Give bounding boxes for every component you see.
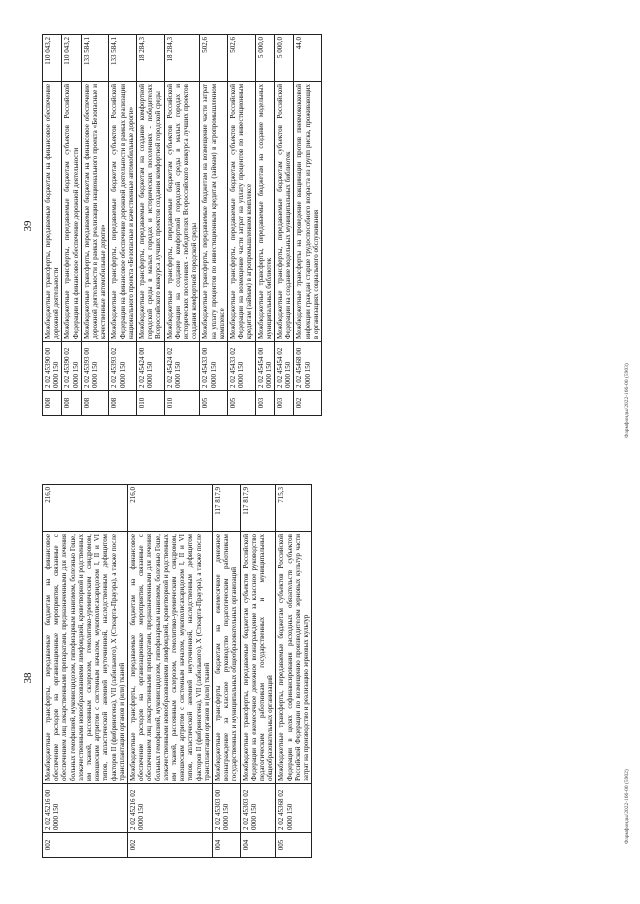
amount-cell: 216,0 [43,485,128,532]
description-cell: Межбюджетные трансферты, передаваемые бюджетам на создание модельных муниципальных библиотек [255,82,274,342]
amount-cell: 110 043,2 [62,35,81,82]
revenue-table [42,34,322,416]
admin-code-cell: 004 [213,833,241,858]
budget-code-cell: 2 02 45216 00 0000 150 [43,784,128,833]
table-row [240,485,276,858]
table-row [255,35,274,416]
description-cell: Межбюджетные трансферты, передаваемые бюджетам субъектов Российской Федерации на финансовое обеспечение дорожной деятельности в рамках реализации национального проекта «Безопасные и качественные автомобильные дороги» [109,82,137,342]
budget-code-cell: 2 02 45433 00 0000 150 [200,342,228,391]
table-row [275,35,294,416]
table-row [164,35,200,416]
amount-cell: 502,6 [228,35,256,82]
budget-code-cell: 2 02 45433 02 0000 150 [228,342,256,391]
amount-cell: 5 000,0 [275,35,294,82]
amount-cell: 110 043,2 [43,35,62,82]
amount-cell: 216,0 [128,485,213,532]
description-cell: Межбюджетные трансферты, передаваемые бюджетам субъектов Российской Федерации в целях софинансирования расходных обязательств субъектов Российской Федерации по возмещению производителям зерновых культур части затрат на производство и реализацию зерновых культур [276,532,312,784]
table-row [137,35,165,416]
footer-text: Фармфонды/2022-166-00 (5902) [624,769,630,844]
description-cell: Межбюджетные трансферты, передаваемые бюджетам субъектов Российской Федерации на финансовое обеспечение дорожной деятельности [62,82,81,342]
admin-code-cell: 002 [43,833,128,858]
page-38 [0,452,640,904]
budget-code-cell: 2 02 45303 02 0000 150 [240,784,276,833]
table-row [43,485,128,858]
budget-code-cell: 2 02 45393 00 0000 150 [81,342,109,391]
description-cell: Межбюджетные трансферты, передаваемые бюджетам на финансовое обеспечение дорожной деятельности в рамках реализации национального проекта «Безопасные и качественные автомобильные дороги» [81,82,109,342]
budget-code-cell: 2 02 45424 00 0000 150 [137,342,165,391]
amount-cell: 18 284,3 [164,35,200,82]
admin-code-cell: 002 [294,391,322,416]
description-cell: Межбюджетные трансферты, передаваемые бюджетам на возмещение части затрат на уплату процентов по инвестиционным кредитам (займам) в агропромышленном комплексе [200,82,228,342]
budget-code-cell: 2 02 45390 00 0000 150 [43,342,62,391]
budget-code-cell: 2 02 45303 00 0000 150 [213,784,241,833]
description-cell: Межбюджетные трансферты, передаваемые бюджетам на создание комфортной городской среды в малых городах и исторических поселениях - победителях Всероссийского конкурса лучших проектов создания комфортной городской среды [137,82,165,342]
description-cell: Межбюджетные трансферты, передаваемые бюджетам субъектов Российской Федерации на возмещение части затрат на уплату процентов по инвестиционным кредитам (займам) в агропромышленном комплексе [228,82,256,342]
admin-code-cell: 010 [137,391,165,416]
table-row [276,485,312,858]
budget-code-cell: 2 02 45424 02 0000 150 [164,342,200,391]
description-cell: Межбюджетные трансферты, передаваемые бюджетам на финансовое обеспечение расходов на организационные мероприятия, связанные с обеспечением лиц лекарственными препаратами, предназначенными для лечения больных гемофилией, муковисцидозом, гипофизарным нанизмом, болезнью Гоше, злокачественными новообразованиями лимфоидной, кроветворной и родственных им тканей, рассеянным склерозом, гемолитико-уремическим синдромом, юношеским артритом с системным началом, мукополисахаридозом I, II и VI типов, апластической анемией неуточненной, наследственным дефицитом факторов II (фибриногена), VII (лабильного), X (Стюарта-Прауэра), а также после трансплантации органов и (или) тканей [128,532,213,784]
admin-code-cell: 004 [240,833,276,858]
admin-code-cell: 003 [255,391,274,416]
admin-code-cell: 008 [109,391,137,416]
admin-code-cell: 008 [43,391,62,416]
table-row [109,35,137,416]
table-row [81,35,109,416]
table-row [213,485,241,858]
admin-code-cell: 008 [62,391,81,416]
description-cell: Межбюджетные трансферты, передаваемые бюджетам на финансовое обеспечение расходов на организационные мероприятия, связанные с обеспечением лиц лекарственными препаратами, предназначенными для лечения больных гемофилией, муковисцидозом, гипофизарным нанизмом, болезнью Гоше, злокачественными новообразованиями лимфоидной, кроветворной и родственных им тканей, рассеянным склерозом, гемолитико-уремическим синдромом, юношеским артритом с системным началом, мукополисахаридозом I, II и VI типов, апластической анемией неуточненной, наследственным дефицитом факторов II (фибриногена), VII (лабильного), X (Стюарта-Прауэра), а также после трансплантации органов и (или) тканей [43,532,128,784]
budget-code-cell: 2 02 45393 02 0000 150 [109,342,137,391]
budget-code-cell: 2 02 45454 00 0000 150 [255,342,274,391]
table-row [43,35,62,416]
amount-cell: 117 817,9 [213,485,241,532]
amount-cell: 117 817,9 [240,485,276,532]
budget-code-cell: 2 02 45468 00 0000 150 [294,342,322,391]
table-row [62,35,81,416]
budget-code-cell: 2 02 45390 02 0000 150 [62,342,81,391]
description-cell: Межбюджетные трансферты на проведение вакцинации против пневмококковой инфекции граждан старше трудоспособного возраста из групп риска, проживающих в организациях социального обслуживания [294,82,322,342]
admin-code-cell: 002 [128,833,213,858]
amount-cell: 133 584,1 [81,35,109,82]
admin-code-cell: 005 [200,391,228,416]
amount-cell: 715,3 [276,485,312,532]
budget-code-cell: 2 02 45216 02 0000 150 [128,784,213,833]
admin-code-cell: 003 [275,391,294,416]
amount-cell: 18 284,3 [137,35,165,82]
budget-code-cell: 2 02 45368 02 0000 150 [276,784,312,833]
amount-cell: 5 000,0 [255,35,274,82]
admin-code-cell: 005 [276,833,312,858]
admin-code-cell: 005 [228,391,256,416]
description-cell: Межбюджетные трансферты, передаваемые бюджетам субъектов Российской Федерации на ежемесячное денежное вознаграждение за классное руководство педагогическим работникам государственных и муниципальных общеобразовательных организаций [240,532,276,784]
amount-cell: 44,0 [294,35,322,82]
table-row [200,35,228,416]
table-row [294,35,322,416]
page-number: 39 [22,220,34,232]
description-cell: Межбюджетные трансферты, передаваемые бюджетам субъектов Российской Федерации на создание модельных муниципальных библиотек [275,82,294,342]
admin-code-cell: 010 [164,391,200,416]
amount-cell: 502,6 [200,35,228,82]
amount-cell: 133 584,1 [109,35,137,82]
footer-text: Фармфонды/2022-166-00 (5903) [624,363,630,438]
page-number: 38 [22,672,34,684]
revenue-table [42,484,312,858]
description-cell: Межбюджетные трансферты бюджетам на ежемесячное денежное вознаграждение за классное руководство педагогическим работникам государственных и муниципальных общеобразовательных организаций [213,532,241,784]
description-cell: Межбюджетные трансферты, передаваемые бюджетам субъектов Российской Федерации на создание комфортной городской среды в малых городах и исторических поселениях - победителях Всероссийского конкурса лучших проектов создания комфортной городской среды [164,82,200,342]
table-row [228,35,256,416]
description-cell: Межбюджетные трансферты, передаваемые бюджетам на финансовое обеспечение дорожной деятельности [43,82,62,342]
table-row [128,485,213,858]
budget-code-cell: 2 02 45454 02 0000 150 [275,342,294,391]
admin-code-cell: 008 [81,391,109,416]
